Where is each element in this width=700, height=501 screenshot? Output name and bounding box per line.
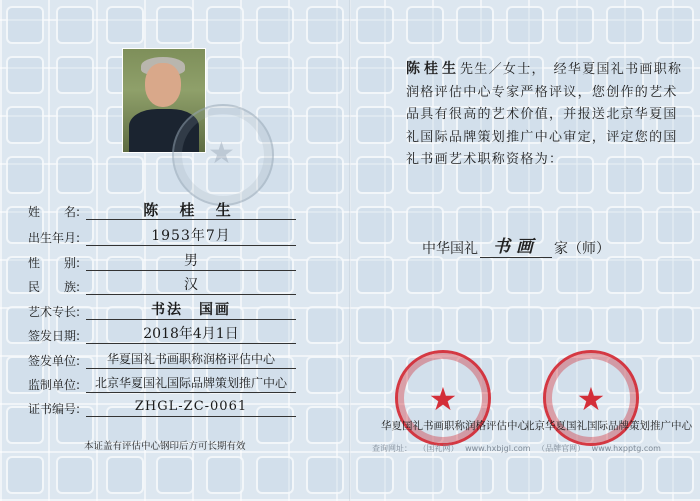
holder-name: 陈桂生: [406, 61, 460, 77]
field-value: 汉: [86, 276, 296, 295]
query-label: 查询网址：: [372, 444, 412, 453]
field-label: 姓 名:: [28, 205, 81, 219]
field-value: ZHGL-ZC-0061: [86, 398, 296, 417]
seal-label: 北京华夏国礼国际品牌策划推广中心: [524, 420, 692, 432]
title-prefix: 中华国礼: [422, 241, 478, 257]
field-value: 北京华夏国礼国际品牌策划推广中心: [86, 374, 296, 393]
field-supervisor: [28, 373, 296, 393]
site2-url: www.hxpptg.com: [591, 444, 661, 453]
title-category: 书画: [480, 232, 552, 258]
field-specialty: [28, 300, 296, 320]
star-icon: ★: [428, 380, 458, 418]
field-label: 签发单位:: [28, 354, 81, 368]
field-value: 1953年7月: [86, 227, 296, 246]
field-birth: [28, 226, 296, 246]
title-suffix: 家（师）: [554, 241, 610, 257]
site2-name: （品牌官网）: [537, 444, 586, 453]
site1-url: www.hxbjgl.com: [465, 444, 531, 453]
field-label: 证书编号:: [28, 402, 81, 416]
field-value: 华夏国礼书画职称润格评估中心: [86, 350, 296, 369]
field-value: 书法 国画: [86, 301, 296, 320]
intro-text: 先生／女士， 经华夏国礼书画职称润格评估中心专家严格评议，您创作的艺术品具有很高的艺术价值，并报送北京华夏国礼国际品牌策划推广中心审定，评定您的国礼书画艺术职称资格为：: [406, 62, 683, 167]
field-issuer: [28, 349, 296, 369]
awarded-title: [422, 232, 610, 258]
field-name: [28, 200, 296, 220]
embossed-steel-seal: [172, 104, 274, 206]
field-value: 男: [86, 252, 296, 271]
field-label: 性 别:: [28, 256, 81, 270]
validity-note: 本证盖有评估中心钢印后方可长期有效: [84, 441, 246, 452]
field-gender: [28, 251, 296, 271]
field-label: 监制单位:: [28, 378, 81, 392]
star-icon: ★: [576, 380, 606, 418]
field-ethnicity: [28, 275, 296, 295]
field-label: 出生年月:: [28, 231, 81, 245]
field-label: 民 族:: [28, 280, 81, 294]
field-label: 签发日期:: [28, 329, 81, 343]
seal-label: 华夏国礼书画职称润格评估中心: [381, 420, 528, 432]
star-icon: ★: [208, 136, 235, 171]
query-info: [372, 443, 665, 454]
field-issue-date: [28, 324, 296, 344]
field-label: 艺术专长:: [28, 305, 81, 319]
certification-text: [350, 58, 686, 172]
field-cert-number: [28, 397, 296, 417]
field-value: 2018年4月1日: [86, 325, 296, 344]
site1-name: （国礼网）: [418, 444, 459, 453]
field-value: 陈 桂 生: [86, 201, 296, 220]
